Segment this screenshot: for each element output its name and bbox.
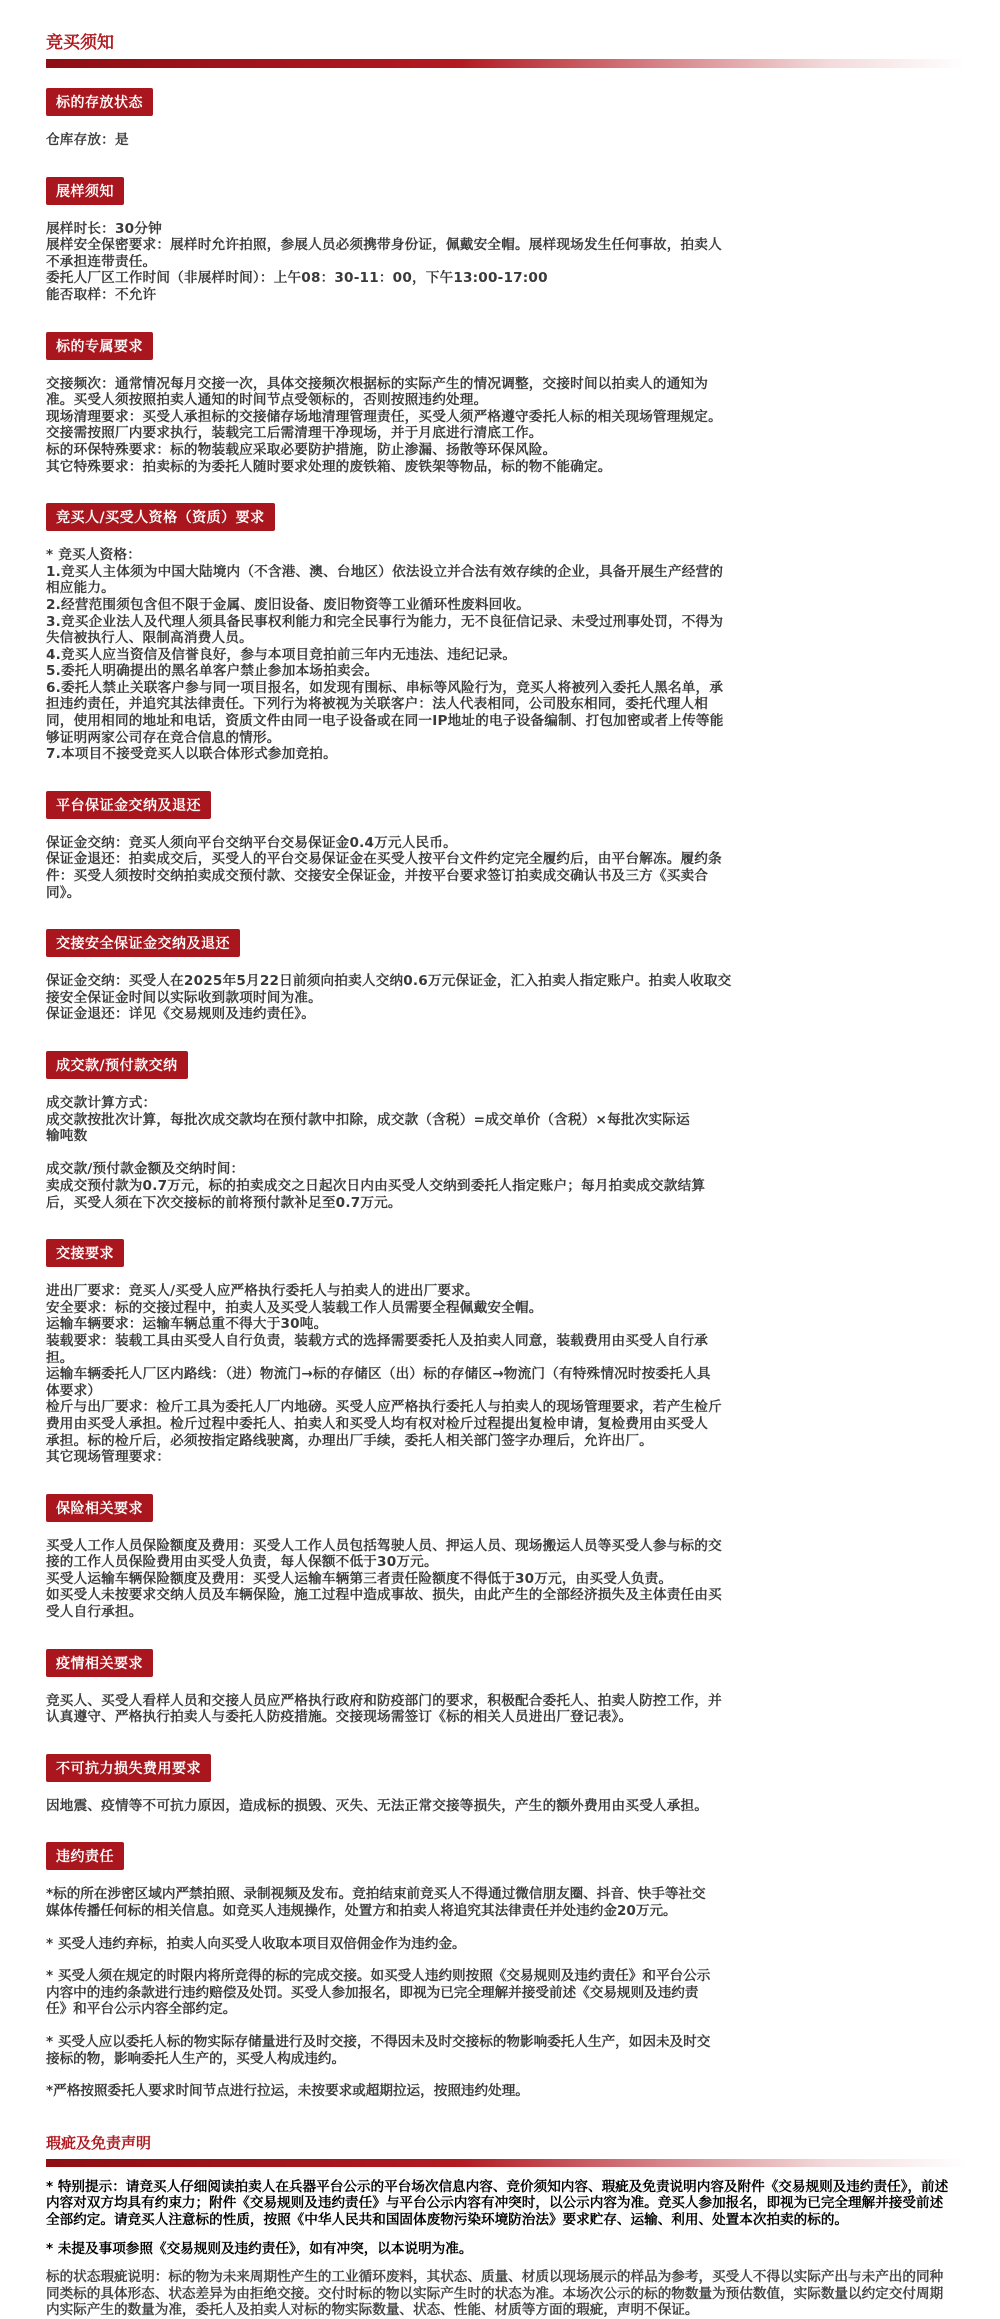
text-line: 准。买受人须按照拍卖人通知的时间节点受领标的，否则按照违约处理。 xyxy=(46,392,488,409)
section-tag-storage: 标的存放状态 xyxy=(46,88,153,116)
text-line: 成交款/预付款金额及交纳时间： xyxy=(46,1161,245,1178)
text-line: 运输车辆要求：运输车辆总重不得大于30吨。 xyxy=(46,1316,328,1333)
text-line: 4.竞买人应当资信及信誉良好，参与本项目竞拍前三年内无违法、违纪记录。 xyxy=(46,646,517,663)
section-tag-handover: 交接要求 xyxy=(46,1239,124,1267)
breach-paragraph xyxy=(46,1936,954,1953)
section-insurance xyxy=(46,1494,954,1621)
text-line: 6.委托人禁止关联客户参与同一项目报名，如发现有围标、串标等风险行为，竞买人将被列入委托人黑名单，承 xyxy=(46,679,724,696)
text-line: 买受人运输车辆保险额度及费用：买受人运输车辆第三者责任险额度不得低于30万元，由买受人负责。 xyxy=(46,1570,673,1587)
text-line: 安全要求：标的交接过程中，拍卖人及买受人装载工作人员需要全程佩戴安全帽。 xyxy=(46,1299,543,1316)
text-line: 失信被执行人、限制高消费人员。 xyxy=(46,630,253,647)
section-body xyxy=(46,1798,954,1815)
section-tag-epidemic: 疫情相关要求 xyxy=(46,1649,153,1677)
section-viewing xyxy=(46,177,954,304)
text-line: 后，买受人须在下次交接标的前将预付款补足至0.7万元。 xyxy=(46,1194,402,1211)
section-body xyxy=(46,376,954,476)
section-epidemic xyxy=(46,1649,954,1726)
text-line: 接的工作人员保险费用由买受人负责，每人保额不低于30万元。 xyxy=(46,1554,438,1571)
text-line: 相应能力。 xyxy=(46,580,115,597)
text-line: 任》和平台公示内容全部约定。 xyxy=(46,2001,237,2018)
text-line: 展样时长：30分钟 xyxy=(46,220,162,237)
text-line: 1.竞买人主体须为中国大陆境内（不含港、澳、台地区）依法设立并合法有效存续的企业，具备开展生产经营的 xyxy=(46,563,724,580)
breach-paragraph xyxy=(46,1886,954,1919)
text-line: 7.本项目不接受竞买人以联合体形式参加竞拍。 xyxy=(46,746,337,763)
text-line: 仓库存放：是 xyxy=(46,132,129,148)
text-line: 媒体传播任何标的相关信息。如竞买人违规操作，处置方和拍卖人将追究其法律责任并处违约金20万元。 xyxy=(46,1903,677,1920)
breach-paragraph xyxy=(46,2083,954,2100)
text-line: 装载要求：装载工具由买受人自行负责，装载方式的选择需要委托人及拍卖人同意，装载费用由买受人自行承 xyxy=(46,1332,709,1349)
text-line: 2.经营范围须包含但不限于金属、废旧设备、废旧物资等工业循环性废料回收。 xyxy=(46,596,531,613)
breach-paragraph xyxy=(46,2034,954,2067)
text-line: 保证金交纳：买受人在2025年5月22日前须向拍卖人交纳0.6万元保证金，汇入拍卖人指定账户。拍卖人收取交 xyxy=(46,973,732,990)
section-body xyxy=(46,973,954,1023)
section-tag-viewing: 展样须知 xyxy=(46,177,124,205)
section-payment xyxy=(46,1051,954,1211)
disclaimer-divider-bar xyxy=(46,2159,966,2167)
text-line: 进出厂要求：竞买人/买受人应严格执行委托人与拍卖人的进出厂要求。 xyxy=(46,1283,479,1300)
section-force-majeure xyxy=(46,1754,954,1815)
text-line: 成交款计算方式： xyxy=(46,1095,157,1111)
text-line: 如买受人未按要求交纳人员及车辆保险，施工过程中造成事故、损失，由此产生的全部经济损失及主体责任由买 xyxy=(46,1587,722,1604)
text-line: 认真遵守、严格执行拍卖人与委托人防疫措施。交接现场需签订《标的相关人员进出厂登记表》。 xyxy=(46,1709,633,1726)
breach-paragraphs xyxy=(46,1886,954,2099)
section-body xyxy=(46,132,954,149)
breach-paragraph xyxy=(46,1968,954,2018)
text-line: 3.竞买企业法人及代理人须具备民事权利能力和完全民事行为能力，无不良征信记录、未受过刑事处罚，不得为 xyxy=(46,613,724,630)
section-storage xyxy=(46,88,954,149)
text-line: * 买受人应以委托人标的物实际存储量进行及时交接，不得因未及时交接标的物影响委托人生产，如因未及时交 xyxy=(46,2034,711,2050)
section-platform-deposit xyxy=(46,791,954,901)
disclaimer-title: 瑕疵及免责声明 xyxy=(46,2133,152,2152)
section-handover xyxy=(46,1239,954,1466)
text-line: 受人自行承担。 xyxy=(46,1604,143,1621)
text-line: 担。 xyxy=(46,1349,74,1366)
text-line: 体要求） xyxy=(46,1382,102,1399)
text-line: 竞买人、买受人看样人员和交接人员应严格执行政府和防疫部门的要求，积极配合委托人、拍卖人防控工作，并 xyxy=(46,1692,722,1709)
text-line: 件：买受人须按时交纳拍卖成交预付款、交接安全保证金，并按平台要求签订拍卖成交确认书及三方《买卖合 xyxy=(46,868,709,885)
text-line: 不承担连带责任。 xyxy=(46,253,157,270)
title-divider-bar xyxy=(46,59,966,68)
text-line: 够证明两家公司存在竞合信息的情形。 xyxy=(46,729,281,746)
text-line: 费用由买受人承担。检斤过程中委托人、拍卖人和买受人均有权对检斤过程提出复检申请，复检费用由买受人 xyxy=(46,1415,709,1432)
text-line: 保证金退还：拍卖成交后，买受人的平台交易保证金在买受人按平台文件约定完全履约后，由平台解冻。履约条 xyxy=(46,851,722,868)
section-tag-breach: 违约责任 xyxy=(46,1842,124,1870)
disclaimer-special-notice: * 特别提示：请竞买人仔细阅读拍卖人在兵器平台公示的平台场次信息内容、竞价须知内容、瑕疵及免责说明内容及附件《交易规则及违约责任》，前述内容对双方均具有约束力；附件《交易规则及违约责任》与平台公示内容有冲突时，以公示内容为准。竞买人参加报名，即视为已完全理解并接受前述全部约定。请竞买人注意标的性质，按照《中华人民共和国固体废物污染环境防治法》要求贮存、运输、利用、处置本次拍卖的标的。 xyxy=(46,2178,949,2228)
text-line: 同》。 xyxy=(46,884,81,901)
text-line: *严格按照委托人要求时间节点进行拉运，未按要求或超期拉运，按照违约处理。 xyxy=(46,2083,529,2100)
section-breach xyxy=(46,1842,954,2099)
section-tag-platform-deposit: 平台保证金交纳及退还 xyxy=(46,791,211,819)
section-qualification xyxy=(46,503,954,763)
text-line: 卖成交预付款为0.7万元，标的拍卖成交之日起次日内由买受人交纳到委托人指定账户；每月拍卖成交款结算 xyxy=(46,1177,706,1194)
text-line: 接安全保证金时间以实际收到款项时间为准。 xyxy=(46,989,322,1006)
section-safety-deposit xyxy=(46,929,954,1023)
text-line: 运输车辆委托人厂区内路线：（进）物流门→标的存储区（出）标的存储区→物流门（有特殊情况时按委托人具 xyxy=(46,1366,711,1383)
text-line: *标的所在涉密区域内严禁拍照、录制视频及发布。竞拍结束前竞买人不得通过微信朋友圈、抖音、快手等社交 xyxy=(46,1886,706,1903)
text-line: 标的环保特殊要求：标的物装载应采取必要防护措施，防止渗漏、扬散等环保风险。 xyxy=(46,441,557,458)
text-line: 买受人工作人员保险额度及费用：买受人工作人员包括驾驶人员、押运人员、现场搬运人员等买受人参与标的交 xyxy=(46,1537,722,1554)
text-line: 承担。标的检斤后，必须按指定路线驶离，办理出厂手续，委托人相关部门签字办理后，允许出厂。 xyxy=(46,1432,653,1449)
text-line: 因地震、疫情等不可抗力原因，造成标的损毁、灭失、无法正常交接等损失，产生的额外费用由买受人承担。 xyxy=(46,1797,709,1814)
page-title: 竞买须知 xyxy=(46,33,114,53)
text-line: 能否取样：不允许 xyxy=(46,286,157,303)
text-line: 其它特殊要求：拍卖标的为委托人随时要求处理的废铁箱、废铁架等物品，标的物不能确定。 xyxy=(46,458,612,475)
text-line: 接标的物，影响委托人生产的，买受人构成违约。 xyxy=(46,2050,346,2067)
text-line: 同，使用相同的地址和电话，资质文件由同一电子设备或在同一IP地址的电子设备编制、打包加密或者上传等能 xyxy=(46,713,724,730)
text-line: 保证金退还：详见《交易规则及违约责任》。 xyxy=(46,1006,316,1023)
text-line: * 竞买人资格： xyxy=(46,547,142,564)
text-line: 交接需按照厂内要求执行，装载完工后需清理干净现场，并于月底进行清底工作。 xyxy=(46,425,543,442)
section-body xyxy=(46,1693,954,1726)
section-body xyxy=(46,1538,954,1621)
section-tag-qualification: 竞买人/买受人资格（资质）要求 xyxy=(46,503,275,531)
text-line: 保证金交纳：竞买人须向平台交纳平台交易保证金0.4万元人民币。 xyxy=(46,834,457,851)
text-line: 展样安全保密要求：展样时允许拍照，参展人员必须携带身份证，佩戴安全帽。展样现场发生任何事故，拍卖人 xyxy=(46,237,722,254)
text-line: 委托人厂区工作时间（非展样时间）：上午08：30-11：00，下午13:00-17:00 xyxy=(46,270,548,287)
section-tag-force-majeure: 不可抗力损失费用要求 xyxy=(46,1754,211,1782)
section-tag-special: 标的专属要求 xyxy=(46,332,153,360)
section-tag-insurance: 保险相关要求 xyxy=(46,1494,153,1522)
text-line: 5.委托人明确提出的黑名单客户禁止参加本场拍卖会。 xyxy=(46,663,379,680)
text-line xyxy=(46,1145,954,1162)
section-body xyxy=(46,835,954,901)
section-tag-payment: 成交款/预付款交纳 xyxy=(46,1051,188,1079)
section-special-requirements xyxy=(46,332,954,476)
disclaimer-defect-description: 标的状态瑕疵说明：标的物为未来周期性产生的工业循环废料，其状态、质量、材质以现场展示的样品为参考，买受人不得以实际产出与未产出的同种同类标的具体形态、状态差异为由拒绝交接。交付时标的物以实际产生时的状态为准。本场次公示的标的物数量为预估数值，实际数量以约定交付周期内实际产生的数量为准，委托人及拍卖人对标的物实际数量、状态、性能、材质等方面的瑕疵，声明不保证。 xyxy=(46,2269,944,2319)
section-body xyxy=(46,1095,954,1211)
text-line: 现场清理要求：买受人承担标的交接储存场地清理管理责任，买受人须严格遵守委托人标的相关现场管理规定。 xyxy=(46,408,722,425)
text-line: * 买受人须在规定的时限内将所竞得的标的完成交接。如买受人违约则按照《交易规则及违约责任》和平台公示 xyxy=(46,1968,711,1985)
text-line: 输吨数 xyxy=(46,1128,88,1145)
section-tag-safety-deposit: 交接安全保证金交纳及退还 xyxy=(46,929,240,957)
text-line: 内容中的违约条款进行违约赔偿及处罚。买受人参加报名，即视为已完全理解并接受前述《交易规则及违约责 xyxy=(46,1984,699,2001)
text-line: 成交款按批次计算，每批次成交款均在预付款中扣除，成交款（含税）=成交单价（含税）×每批次实际运 xyxy=(46,1111,690,1128)
text-line: 担违约责任，并追究其法律责任。下列行为将被视为关联客户：法人代表相同，公司股东相同，委托代理人相 xyxy=(46,696,709,713)
section-body xyxy=(46,547,954,763)
section-body xyxy=(46,1283,954,1466)
disclaimer-unmentioned-notice: * 未提及事项参照《交易规则及违约责任》，如有冲突，以本说明为准。 xyxy=(46,2240,473,2257)
text-line: 交接频次：通常情况每月交接一次，具体交接频次根据标的实际产生的情况调整，交接时间以拍卖人的通知为 xyxy=(46,375,709,392)
text-line: 检斤与出厂要求：检斤工具为委托人厂内地磅。买受人应严格执行委托人与拍卖人的现场管理要求，若产生检斤 xyxy=(46,1399,722,1416)
text-line: * 买受人违约弃标，拍卖人向买受人收取本项目双倍佣金作为违约金。 xyxy=(46,1935,466,1952)
section-body xyxy=(46,221,954,304)
text-line: 其它现场管理要求： xyxy=(46,1449,171,1466)
